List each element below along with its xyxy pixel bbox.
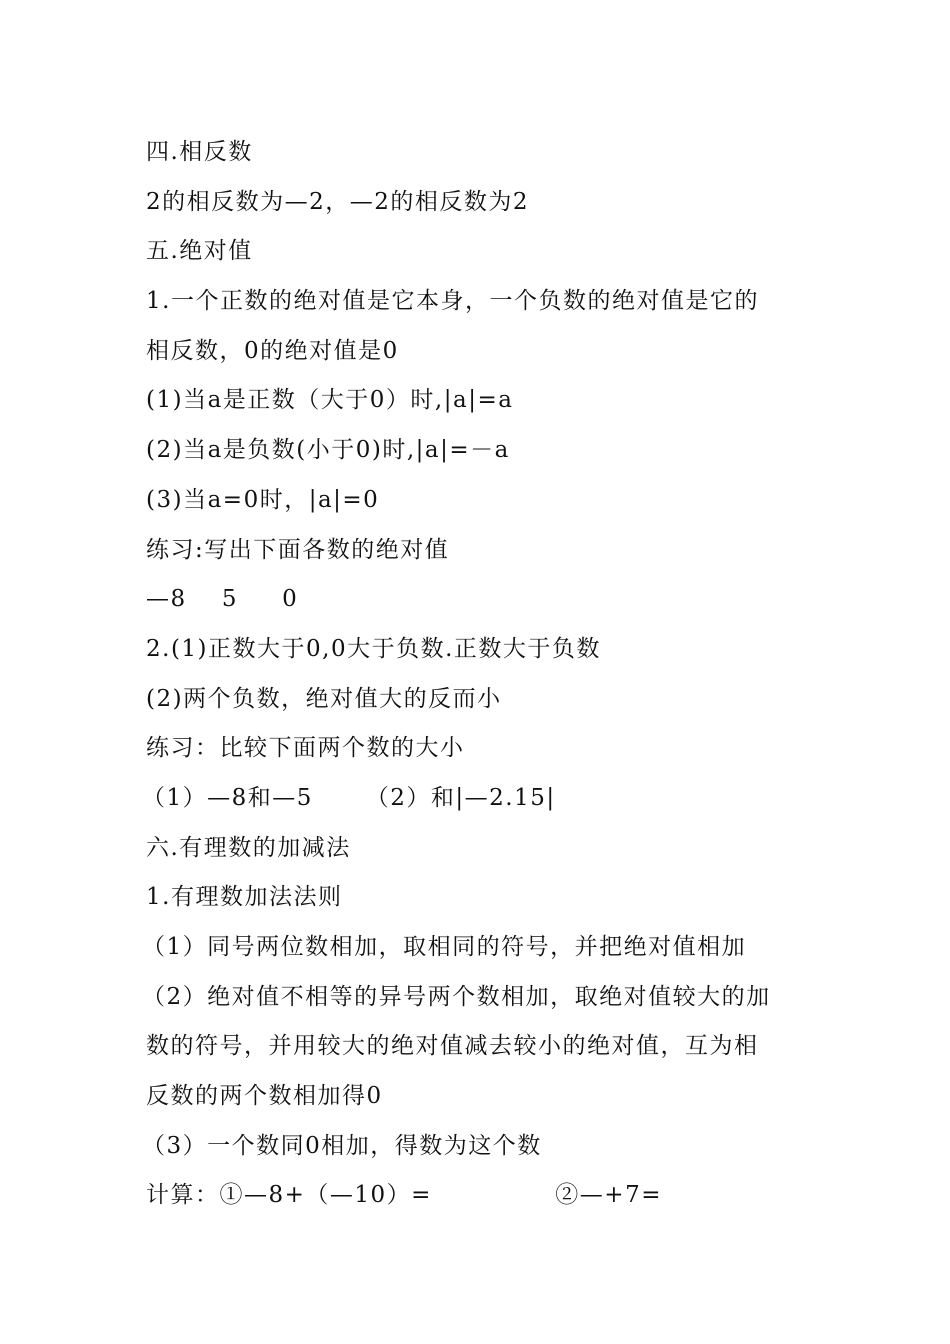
text-line: （2）绝对值不相等的异号两个数相加，取绝对值较大的加 xyxy=(142,983,771,1010)
exercise-line: 练习：比较下面两个数的大小 xyxy=(146,735,465,762)
text-line: 数的符号，并用较大的绝对值减去较小的绝对值，互为相 xyxy=(146,1033,759,1060)
section-heading-absolute-value: 五.绝对值 xyxy=(146,238,253,265)
text-line: (1)当a是正数（大于0）时,|a|=a xyxy=(146,387,514,414)
text-line: 反数的两个数相加得0 xyxy=(146,1083,383,1110)
text-line: 1.一个正数的绝对值是它本身，一个负数的绝对值是它的 xyxy=(146,288,759,315)
text-line: (2)当a是负数(小于0)时,|a|=－a xyxy=(146,437,510,464)
calculation-line: 计算：①—8+（—10）= ②—+7= xyxy=(146,1182,662,1209)
document-body xyxy=(142,130,826,1223)
text-line: 相反数，0的绝对值是0 xyxy=(146,337,399,364)
text-line: （1）同号两位数相加，取相同的符号，并把绝对值相加 xyxy=(142,934,747,960)
subsection-heading: 1.有理数加法法则 xyxy=(146,884,343,911)
text-line: 2的相反数为—2，—2的相反数为2 xyxy=(146,188,530,215)
exercise-values: —8 5 0 xyxy=(146,586,299,613)
exercise-values: （1）—8和—5 （2）和|—2.15| xyxy=(142,784,556,811)
section-heading-addition-subtraction: 六.有理数的加减法 xyxy=(146,834,351,861)
section-heading-opposite-numbers: 四.相反数 xyxy=(146,139,253,165)
text-line: (3)当a=0时，|a|=0 xyxy=(146,486,380,513)
text-line: (2)两个负数，绝对值大的反而小 xyxy=(146,685,502,712)
text-line: 2.(1)正数大于0,0大于负数.正数大于负数 xyxy=(146,635,601,662)
exercise-line: 练习:写出下面各数的绝对值 xyxy=(146,536,450,563)
text-line: （3）一个数同0相加，得数为这个数 xyxy=(142,1132,542,1159)
